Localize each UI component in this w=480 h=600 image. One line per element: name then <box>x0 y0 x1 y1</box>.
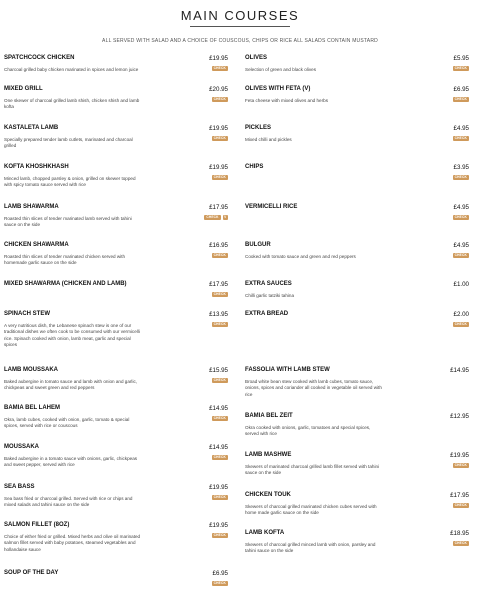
menu-item-description: Skewers of marinated charcoal grilled lamb fillet served with tahini sauce on the side <box>245 464 380 476</box>
menu-item-badges <box>453 253 469 258</box>
menu-item-description: Specially prepared tender lamb cutlets, marinated and charcoal grilled <box>4 137 133 149</box>
check-badge[interactable]: CHECK <box>454 215 467 219</box>
menu-item-header <box>245 530 469 539</box>
menu-item-price: £19.95 <box>209 55 228 62</box>
menu-item-price: £14.95 <box>209 405 228 412</box>
menu-item-price: £4.95 <box>453 204 469 211</box>
menu-item-header <box>245 311 469 320</box>
check-badge[interactable]: CHECK <box>454 175 467 179</box>
menu-item <box>245 125 469 143</box>
menu-item-price: £12.95 <box>450 413 469 420</box>
menu-item-badges <box>453 503 469 508</box>
menu-item-description: Charcoal grilled baby chicken marinated in spices and lemon juice <box>4 67 139 72</box>
menu-item-price: £20.95 <box>209 86 228 93</box>
menu-item <box>245 164 469 179</box>
menu-item-price: £17.95 <box>450 492 469 499</box>
check-badge[interactable]: CHECK <box>213 253 226 257</box>
menu-item-description: Skewers of charcoal grilled minced lamb with onion, parsley and tahini sauce on the side <box>245 542 376 554</box>
menu-item-description: Sea bass fried or charcoal grilled. Served with rice or chips and mixed salads and tahini sauce on the side <box>4 496 133 508</box>
check-badge[interactable]: CHECK <box>213 378 226 382</box>
menu-item-header <box>245 413 469 422</box>
menu-item-header <box>245 452 469 461</box>
menu-item-name: KASTALETA LAMB <box>4 125 59 131</box>
check-badge[interactable]: CHECK <box>206 215 219 219</box>
menu-item <box>4 570 228 585</box>
page-subtitle: ALL SERVED WITH SALAD AND A CHOICE OF COUSCOUS, CHIPS OR RICE ALL SALADS CONTAIN MUSTARD <box>102 38 378 44</box>
menu-item <box>245 367 469 398</box>
menu-item <box>245 530 469 555</box>
menu-item-badges <box>453 66 469 71</box>
menu-item-header <box>245 86 469 95</box>
menu-item-name: PICKLES <box>245 125 272 131</box>
menu-item-name: CHICKEN TOUK <box>245 492 291 498</box>
menu-item-price: £6.95 <box>453 86 469 93</box>
menu-item-name: SOUP OF THE DAY <box>4 570 59 576</box>
check-badge[interactable]: CHECK <box>454 253 467 257</box>
menu-item-badges <box>212 455 228 460</box>
menu-item-header <box>4 484 228 493</box>
check-badge[interactable]: CHECK <box>213 292 226 296</box>
menu-item-header <box>4 570 228 579</box>
menu-item-header <box>245 281 469 290</box>
menu-item <box>245 413 469 438</box>
menu-item-badges <box>212 66 228 71</box>
menu-item-name: SPATCHCOCK CHICKEN <box>4 55 75 61</box>
check-badge[interactable]: CHECK <box>454 463 467 467</box>
menu-item-header <box>4 164 228 173</box>
menu-item-header <box>245 55 469 64</box>
menu-item-description: Feta cheese with mixed olives and herbs <box>245 98 328 103</box>
menu-item <box>245 452 469 477</box>
menu-item-price: £3.95 <box>453 164 469 171</box>
menu-item-badges <box>212 292 228 297</box>
menu-item <box>245 86 469 104</box>
menu-item-badges <box>453 322 469 327</box>
menu-item-description: Choice of either fried or grilled. Mixed herbs and olive oil marinated salmon fillet served with baby potatoes, steamed vegetables and hollandaise sauce <box>4 534 141 552</box>
menu-item-badges <box>212 97 228 102</box>
menu-item-name: MIXED SHAWARMA (CHICKEN AND LAMB) <box>4 281 127 287</box>
check-badge[interactable]: CHECK <box>213 581 226 585</box>
menu-item-name: MIXED GRILL <box>4 86 43 92</box>
menu-item <box>245 204 469 219</box>
menu-item-name: BAMIA BEL LAHEM <box>4 405 60 411</box>
menu-item <box>4 204 228 229</box>
menu-item-badges <box>212 253 228 258</box>
menu-item-price: £19.95 <box>209 484 228 491</box>
menu-item-name: EXTRA SAUCES <box>245 281 292 287</box>
check-badge[interactable]: CHECK <box>454 97 467 101</box>
check-badge[interactable]: CHECK <box>213 533 226 537</box>
menu-item <box>4 444 228 469</box>
menu-item-description: Selection of green and black olives <box>245 67 316 72</box>
menu-item <box>245 281 469 299</box>
menu-item-header <box>4 242 228 251</box>
menu-item-description: One skewer of charcoal grilled lamb shish, chicken shish and lamb kofta <box>4 98 140 110</box>
menu-item-header <box>245 164 469 173</box>
menu-item-badges <box>453 463 469 468</box>
menu-item <box>4 86 228 111</box>
menu-item-header <box>4 367 228 376</box>
menu-item-badges <box>453 136 469 141</box>
check-badge[interactable]: CHECK <box>213 97 226 101</box>
check-badge[interactable]: CHECK <box>213 175 226 179</box>
menu-item-description: Skewers of charcoal grilled marinated chicken cubes served with home made garlic sauce on the side <box>245 504 377 516</box>
menu-item-price: £1.00 <box>453 281 469 288</box>
menu-item-price: £2.00 <box>453 311 469 318</box>
check-badge[interactable]: CHECK <box>454 322 467 326</box>
menu-item-price: £14.95 <box>450 367 469 374</box>
menu-item-badges <box>212 533 228 538</box>
menu-item-header <box>4 55 228 64</box>
menu-item-description: Mixed chilli and pickles <box>245 137 292 142</box>
menu-item-price: £17.95 <box>209 204 228 211</box>
menu-item-badges <box>212 581 228 586</box>
menu-item-header <box>4 444 228 453</box>
menu-item <box>4 55 228 73</box>
menu-item-header <box>4 311 228 320</box>
menu-item <box>245 311 469 326</box>
menu-item-price: £15.95 <box>209 367 228 374</box>
menu-item-header <box>245 492 469 501</box>
menu-item-name: LAMB KOFTA <box>245 530 285 536</box>
check-badge[interactable]: CHECK <box>454 503 467 507</box>
menu-item-name: LAMB MASHWE <box>245 452 292 458</box>
menu-item-price: £19.95 <box>209 125 228 132</box>
check-badge[interactable]: CHECK <box>454 136 467 140</box>
menu-item-name: SALMON FILLET (8OZ) <box>4 522 70 528</box>
menu-item-description: Baked aubergine in tomato sauce and lamb with onion and garlic, chickpeas and sweet green and red peppers <box>4 379 138 391</box>
menu-item-badges <box>212 495 228 500</box>
menu-item-price: £6.95 <box>212 570 228 577</box>
menu-item-description: Roasted thin slices of tender marinated chicken served with homemade garlic sauce on the side <box>4 254 126 266</box>
menu-item-name: KOFTA KHOSHKHASH <box>4 164 69 170</box>
menu-item-price: £17.95 <box>209 281 228 288</box>
menu-item <box>4 242 228 267</box>
menu-item-price: £4.95 <box>453 242 469 249</box>
menu-item-header <box>245 367 469 376</box>
menu-item <box>4 405 228 430</box>
menu-item <box>245 242 469 260</box>
menu-item-badges <box>212 378 228 383</box>
menu-item-description: Okra, lamb cubes, cooked with onion, garlic, tomato & special spices, served with rice or couscous <box>4 417 130 429</box>
menu-item-description: Okra cooked with onions, garlic, tomatoes and special spices, served with rice <box>245 425 371 437</box>
title-underline <box>190 26 290 27</box>
menu-item-name: SPINACH STEW <box>4 311 51 317</box>
menu-item-price: £5.95 <box>453 55 469 62</box>
menu-item-header <box>4 281 228 290</box>
check-badge[interactable]: CHECK <box>454 541 467 545</box>
menu-item-name: LAMB MOUSSAKA <box>4 367 58 373</box>
menu-item-header <box>4 522 228 531</box>
menu-item-badges <box>453 175 469 180</box>
check-badge[interactable]: CHECK <box>213 495 226 499</box>
check-badge[interactable]: CHECK <box>213 322 226 326</box>
menu-item-badges <box>204 215 228 220</box>
menu-item-badges <box>453 215 469 220</box>
vegetarian-badge: V <box>224 215 227 219</box>
menu-item-description: Roasted thin slices of tender marinated lamb served with tahini sauce on the side <box>4 216 132 228</box>
menu-item-name: EXTRA BREAD <box>245 311 289 317</box>
menu-item <box>4 125 228 150</box>
menu-item-header <box>4 405 228 414</box>
menu-item-name: VERMICELLI RICE <box>245 204 298 210</box>
menu-item <box>4 484 228 509</box>
menu-item <box>4 281 228 296</box>
menu-item-name: OLIVES <box>245 55 268 61</box>
menu-item <box>4 522 228 553</box>
menu-item-badges <box>453 541 469 546</box>
menu-item <box>245 55 469 73</box>
menu-item-name: FASSOLIA WITH LAMB STEW <box>245 367 330 373</box>
menu-item-badges <box>453 97 469 102</box>
menu-item-price: £19.95 <box>450 452 469 459</box>
menu-item-name: BULGUR <box>245 242 271 248</box>
menu-item-header <box>4 204 228 213</box>
menu-item-header <box>245 125 469 134</box>
menu-item-name: LAMB SHAWARMA <box>4 204 59 210</box>
menu-item-name: CHIPS <box>245 164 264 170</box>
menu-item <box>245 492 469 517</box>
page-title: MAIN COURSES <box>180 8 300 23</box>
menu-item-badges <box>212 175 228 180</box>
menu-item-name: BAMIA BEL ZEIT <box>245 413 293 419</box>
check-badge[interactable]: CHECK <box>213 66 226 70</box>
menu-item-name: MOUSSAKA <box>4 444 40 450</box>
menu-item-name: SEA BASS <box>4 484 35 490</box>
check-badge[interactable]: CHECK <box>213 416 226 420</box>
menu-item <box>4 164 228 189</box>
check-badge[interactable]: CHECK <box>213 455 226 459</box>
menu-item <box>4 311 228 349</box>
check-badge[interactable]: CHECK <box>213 136 226 140</box>
menu-item-price: £19.95 <box>209 164 228 171</box>
menu-item-description: Baked aubergine in a tomato sauce with onions, garlic, chickpeas and sweet pepper, served with rice <box>4 456 138 468</box>
menu-item-badges <box>212 322 228 327</box>
menu-item-header <box>4 125 228 134</box>
menu-item-price: £13.95 <box>209 311 228 318</box>
menu-item-price: £4.95 <box>453 125 469 132</box>
menu-item-description: A very nutritious dish, the Lebanese spinach stew is one of our traditional dishes we often cook to be consumed with our vermicelli rice. Spinach cooked with onion, lamb meat, garlic and special spices <box>4 323 140 348</box>
menu-item-description: Cooked with tomato sauce and green and red peppers <box>245 254 356 259</box>
menu-item-header <box>245 242 469 251</box>
menu-item-price: £18.95 <box>450 530 469 537</box>
menu-item-name: OLIVES WITH FETA (V) <box>245 86 311 92</box>
menu-item-description: Minced lamb, chopped parsley & onion, grilled on skewer topped with spicy tomato sauce served with rice <box>4 176 136 188</box>
menu-item-price: £14.95 <box>209 444 228 451</box>
menu-item <box>4 367 228 392</box>
menu-item-name: CHICKEN SHAWARMA <box>4 242 69 248</box>
check-badge[interactable]: CHECK <box>454 66 467 70</box>
menu-item-price: £19.95 <box>209 522 228 529</box>
menu-item-badges <box>212 136 228 141</box>
menu-item-header <box>245 204 469 213</box>
menu-item-header <box>4 86 228 95</box>
menu-item-price: £16.95 <box>209 242 228 249</box>
menu-item-badges <box>212 416 228 421</box>
menu-item-description: Broad white bean stew cooked with lamb cubes, tomato sauce, onions, spices and coriander all cooked in vegetable oil served with rice <box>245 379 382 397</box>
menu-item-description: Chilli garlic tatziki tahina <box>245 293 295 298</box>
